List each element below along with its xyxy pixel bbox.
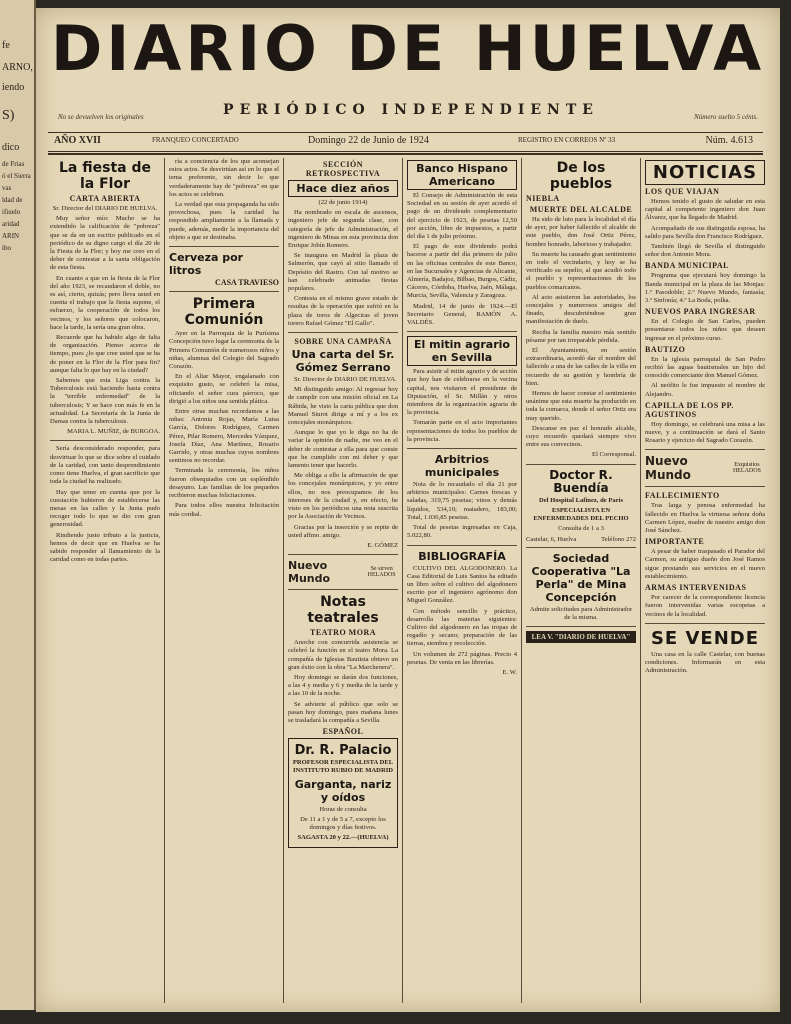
- news-paragraph: También llegó de Sevilla el distinguido señor don Antonio Mora.: [645, 243, 765, 259]
- article-paragraph: Terminada la ceremonia, los niños fueron obsequiados con un espléndido desayuno. Las familias de los pequeños recibieron muchas felicitaciones.: [169, 467, 279, 500]
- separator: [526, 626, 636, 627]
- ad-tagline: Se sirven HELADOS: [367, 566, 396, 579]
- article-signature: MARIA L. MUÑIZ, de BURGOA.: [67, 428, 160, 436]
- ad-text: De 11 a 1 y de 5 a 7, excepto los domingos y días festivos.: [300, 815, 386, 831]
- article-paragraph: ría a conciencia de los que aconsejan estos actos. Se desvirtúan así en lo que el tema preferente, sin decir lo que verdaderamente hay de "pobreza" en que los actos se celebran.: [169, 158, 279, 198]
- column-3: [288, 158, 398, 1008]
- left-page-fragment: ibo: [2, 244, 11, 252]
- article-headline: Notas teatrales: [307, 594, 379, 627]
- article-headline: BIBLIOGRAFÍA: [418, 549, 506, 563]
- article-paragraph: Ayer en la Parroquia de la Purísima Concepción tuvo lugar la ceremonia de la Primera Comunión de numerosos niños y niñas, alumnas del Colegio del Sagrado Corazón.: [169, 330, 279, 371]
- ad-headline: Doctor R. Buendía: [549, 467, 613, 495]
- column-2: [169, 158, 279, 1008]
- ad-contact-row: [526, 536, 636, 543]
- left-page-fragment: vas: [2, 184, 12, 192]
- article-headline: Primera Comunión: [184, 296, 264, 329]
- separator: [288, 589, 398, 590]
- article-paragraph: Se advierte al público que solo se pasan hoy domingo, pues mañana lunes se trasladará la compañía a Sevilla.: [288, 700, 398, 724]
- article-paragraph: Hemos de hacer constar el sentimiento unánime que esta muerte ha producido en toda la comarca, donde el señor Ortiz era muy querido.: [526, 390, 636, 422]
- ad-hours: Consulta de 1 a 3: [558, 525, 604, 533]
- ad-text: Una casa en la calle Castelar, con buenas condiciones. Informarán en esta Administración.: [645, 650, 765, 675]
- article-paragraph: Al acto asistieron las autoridades, los concejales y numerosos amigos del finado, descubriéndose gran manifestación de duelo.: [526, 293, 636, 326]
- ad-specialty: Garganta, nariz y oídos: [294, 777, 392, 804]
- header-rule: [48, 153, 763, 155]
- article-subheadline: TEATRO MORA: [309, 628, 377, 638]
- register-number: REGISTRO EN CORREOS Nº 33: [518, 136, 616, 144]
- article-paragraph: Nota de lo recaudado el día 21 por arbitrios municipales: Carnes frescas y saladas, 319,75 pesetas; vinos y demás líquidos, 534,10; matadero, 183,00; Total, 1.036,85 pesetas.: [407, 481, 517, 521]
- ad-headline: Nuevo Mundo: [645, 454, 691, 483]
- article-paragraph: El Consejo de Administración de esta Sociedad en su sesión de ayer acordó el pago de un dividendo complementario del ejercicio de 1923, de pesetas 12,50 por acción, libre de impuestos, a partir del día 1 de julio próximo.: [407, 192, 517, 241]
- ad-doctor-palacio: [288, 738, 398, 848]
- news-paragraph: Acompañado de sus distinguida esposa, ha salido para Sevilla don Francisco Rodríguez.: [645, 224, 765, 240]
- news-paragraph: Al neófito le fue impuesto el nombre de Alejandro.: [645, 382, 765, 398]
- column-divider: [283, 158, 284, 1003]
- article-paragraph: Mi distinguido amigo: Al regresar hoy de cumplir con una misión oficial en La Rábida, he visto la carta pública que don Manuel Siurot dirige a mí y a los ex concejales monárquicos.: [288, 386, 398, 427]
- article-subheadline: CARTA ABIERTA: [69, 194, 141, 203]
- news-subheadline: FALLECIMIENTO: [645, 491, 720, 501]
- issue-year: AÑO XVII: [54, 135, 101, 146]
- article-paragraph: Sería desconsiderado responder, para desvirtuar lo que se dice sobre el cuidado de la caridad, con tanto desprendimiento como tiene Huelva, el gran sacrificio que toda la ciudad ha realizado.: [50, 445, 160, 486]
- news-paragraph: En el Colegio de San Carlos, pueden presentarse todos los niños que deseen ingresar en el próximo curso.: [645, 318, 765, 342]
- franqueo: FRANQUEO CONCERTADO: [152, 136, 239, 144]
- section-label: SECCIÓN RETROSPECTIVA: [305, 160, 381, 178]
- news-subheadline: BANDA MUNICIPAL: [645, 261, 730, 271]
- article-paragraph: Ha nombrado en escala de ascensos, ingeniero jefe de segunda clase, con categoría de jefe de Administración, el ingeniero de Minas en esta provincia don Enrique Jobín Romero.: [288, 209, 398, 250]
- article-date: (22 de junio 1914): [318, 199, 368, 206]
- section-label: ESPAÑOL: [322, 727, 364, 737]
- news-paragraph: A pesar de haber traspasado el Parador del Carmen, su antiguo dueño don José Ramos sigue prestando sus servicios en el nuevo establecimiento.: [645, 548, 765, 580]
- article-paragraph: En cuanto a que en la fiesta de la Flor del año 1923, se recaudaron el doble, no es así, cierto, quizás; pero lleva usted en cuenta el trabajo que la fiesta supone, el esfuerzo, la cooperación de todos los vecinos, y los señores que colocaron, hace la tarde, la sería una gran obra.: [50, 274, 160, 331]
- separator: [645, 486, 765, 487]
- left-page-fragment: de Frias: [2, 160, 25, 168]
- separator: [288, 332, 398, 333]
- ad-headline: Cerveza por litros: [169, 251, 244, 278]
- news-subheadline: IMPORTANTE: [645, 537, 705, 547]
- article-paragraph: Aunque lo que yo le diga no ha de variar la opinión de nadie, me veo en el deber de contestar a ella para que conste que he cumplido con mi deber y que lamento tener que hacerlo.: [288, 429, 398, 470]
- left-page-fragment: ldad de: [2, 196, 23, 204]
- ad-subline: PROFESOR ESPECIALISTA DEL INSTITUTO RUBIO DE MADRID: [292, 759, 394, 775]
- separator: [645, 449, 765, 450]
- article-paragraph: Se inaugura en Madrid la plaza de Salmerón, que cayó al sitio llamado el Depósito del Rastro. Con tal motivo se han celebrado animadas fiestas populares.: [288, 252, 398, 293]
- news-paragraph: En la iglesia parroquial de San Pedro recibió las aguas bautismales un hijo del conocido comerciante don Manuel Gómez.: [645, 355, 765, 380]
- article-paragraph: Ha sido de luto para la localidad el día de ayer, por haber fallecido el alcalde de este pueblo, don José Ortiz Pérez, hombre honrado, laborioso y trabajador.: [526, 216, 636, 248]
- left-page-fragment: ó el Sierra: [2, 172, 31, 180]
- article-headline: De los pueblos: [549, 160, 613, 192]
- ad-headline: Nuevo Mundo: [288, 559, 331, 586]
- ad-specialty: ESPECIALISTA EN ENFERMEDADES DEL PECHO: [533, 506, 629, 523]
- separator: [169, 291, 279, 292]
- article-headline: La fiesta de la Flor: [59, 160, 151, 192]
- article-paragraph: El pago de este dividendo podrá hacerse a partir del día primero de julio en las oficinas centrales de este Banco, en las Sucursales y Agencias de Alicante, Almería, Badajoz, Bilbao, Burgos, Cádiz, Cáceres, Córdoba, Huelva, Jaén, Málaga, Murcia, Sevilla, Valencia y Zaragoza.: [407, 243, 517, 300]
- article-paragraph: Madrid, 14 de junio de 1924.—El Secretario General, RAMÓN A. VALDÉS.: [407, 302, 517, 327]
- article-headline: Banco Hispano Americano: [407, 160, 517, 190]
- left-page-fragment: ARNO,: [2, 62, 33, 73]
- previous-page-edge: [0, 0, 36, 1010]
- column-6: [645, 158, 765, 1008]
- ad-text: Admite solicitudes para Administrador de la misma.: [529, 605, 633, 621]
- article-paragraph: Anoche con concurrida asistencia se celebró la función en el teatro Mora. La compañía de Iglesias Bautista obtuvo un gran éxito con la obra "La Marchenera".: [288, 639, 398, 671]
- article-greeting: Sr. Director del DIARIO DE HUELVA.: [52, 205, 158, 212]
- article-paragraph: Recuerde que ha habido algo de falta de organización. Pienso acerca de tiempo, pues ¿lo que cree usted que se ha de poner en la Flor de la Flor para fin? aunque falta lo que hay en la ciudad?: [50, 334, 160, 374]
- news-subheadline: CAPILLA DE LOS PP. AGUSTINOS: [645, 400, 734, 419]
- article-paragraph: Contesta en el mismo grave estado de resultas de la operación que sufrió en la plaza de toros de Algeciras el joven torero Rafael Gómez "El Gallo".: [288, 295, 398, 327]
- article-paragraph: Rindiendo justo tributo a la justicia, hemos de decir que en Huelva se ha sabido responder al llamamiento de la caridad como en todas partes.: [50, 531, 160, 564]
- left-page-fragment: aridad: [2, 220, 20, 228]
- ad-business-name: CASA TRAVIESO: [215, 278, 279, 288]
- separator: [169, 246, 279, 247]
- article-paragraph: Sabemos que esta Liga contra la Tuberculosis está haciendo hasta contra la "terrible enfermedad" de la tuberculosis; Y se hace con más fe en la actualidad. La Secretaría de la Junta de Damas contra la tuberculosis.: [50, 377, 160, 426]
- masthead-title: DIARIO DE HUELVA: [50, 12, 766, 85]
- article-paragraph: El Ayuntamiento, en sesión extraordinaria, acordó dar el nombre del fallecido a una de las calles de la villa en recuerdo de su gestión y hombría de bien.: [526, 347, 636, 387]
- column-1: [50, 158, 160, 1008]
- ad-headline: SE VENDE: [650, 627, 760, 649]
- ad-subline: Del Hospital Lafinez, de París: [538, 496, 624, 504]
- column-divider: [640, 158, 641, 1003]
- article-paragraph: Gracias por la inserción y se repite de usted affmo. amigo.: [288, 523, 398, 539]
- ad-headline: Dr. R. Palacio: [294, 743, 392, 759]
- article-paragraph: Total de pesetas ingresadas en Caja, 5.022,80.: [407, 524, 517, 540]
- separator: [526, 547, 636, 548]
- separator: [526, 464, 636, 465]
- ad-doctor-buendia: [526, 469, 636, 543]
- news-subheadline: ARMAS INTERVENIDAS: [645, 583, 747, 593]
- article-paragraph: Con método sencillo y práctico, desarrolla las materias siguientes: Cultivo del algodonero en las tropas de regadío y secano; preparación de las tierras, siembra y recolección.: [407, 607, 517, 648]
- article-signature: El Corresponsal.: [592, 451, 636, 459]
- left-page-fragment: ifiuelo: [2, 208, 21, 216]
- news-subheadline: LOS QUE VIAJAN: [645, 187, 720, 196]
- article-headline: Hace diez años: [288, 180, 398, 197]
- separator: [407, 448, 517, 449]
- left-page-fragment: fe: [2, 40, 10, 51]
- column-divider: [164, 158, 165, 1003]
- ad-tagline: Exquisitos HELADOS: [732, 462, 761, 475]
- article-paragraph: La verdad que esta propaganda ha sido provechosa, pues la caridad ha respondido ampliamente a la llamada y puede, además, medir la importancia del objeto a que se destinaba.: [169, 201, 279, 241]
- article-paragraph: Descanse en paz el honrado alcalde, cuyo recuerdo quedará siempre vivo entre sus convecinos.: [526, 424, 636, 449]
- article-paragraph: CULTIVO DEL ALGODONERO. La Casa Editorial de Luis Santos ha editado un libro sobre el cultivo del algodonero escrito por el ingeniero agrónomo don Miguel González.: [407, 564, 517, 605]
- article-paragraph: Un volumen de 272 páginas. Precio 4 pesetas. De venta en las librerías.: [407, 650, 517, 666]
- ad-hours-label: Horas de consulta: [319, 805, 367, 813]
- issue-number: Núm. 4.613: [705, 135, 753, 146]
- article-paragraph: Entre otras muchas recordamos a las niñas: Antonia Rojas, María Luisa García, Dolores Rodríguez, Carmen Pérez, Pilar Romero, Mercedes Vázquez, Josefa Díaz, Ana Martínez, Rosario Garrido, y otras muchas cuyos nombres sentimos no recordar.: [169, 408, 279, 465]
- article-paragraph: En el Altar Mayor, engalanado con exquisito gusto, se celebró la misa, oficiando el señor cura párroco, que dirigió a los niños una sentida plática.: [169, 373, 279, 405]
- issue-date: Domingo 22 de Junio de 1924: [308, 135, 429, 146]
- news-subheadline: BAUTIZO: [645, 344, 686, 354]
- news-paragraph: Tras larga y penosa enfermedad ha fallecido en Huelva la virtuosa señora doña Carmen López, madre de nuestro amigo don José Sánchez.: [645, 502, 765, 535]
- footer-banner: LEA V. "DIARIO DE HUELVA": [526, 631, 636, 643]
- masthead-note-left: No se devuelven los originales: [58, 113, 144, 121]
- separator: [407, 331, 517, 332]
- article-paragraph: Para todos ellos nuestra felicitación más cordial.: [169, 502, 279, 518]
- article-subheadline: NIEBLA: [526, 194, 560, 203]
- article-headline: Arbitrios municipales: [424, 453, 500, 480]
- ad-nuevo-mundo: [645, 454, 765, 482]
- left-page-fragment: S): [2, 108, 15, 123]
- news-paragraph: Hemos tenido el gusto de saludar en esta capital al competente ingeniero don Juan Álvarez, que ha llegado de Madrid.: [645, 198, 765, 222]
- article-greeting: Sr. Director de DIARIO DE HUELVA.: [294, 376, 397, 384]
- masthead-subtitle: PERIÓDICO INDEPENDIENTE: [223, 102, 599, 118]
- section-label: SOBRE UNA CAMPAÑA: [294, 337, 392, 347]
- date-bar: [48, 132, 763, 152]
- ad-phone: Teléfono 272: [601, 535, 636, 543]
- section-headline: NOTICIAS: [645, 160, 765, 185]
- separator: [50, 440, 160, 441]
- ad-headline: Sociedad Cooperativa "La Perla" de Mina Concepción: [531, 551, 631, 604]
- newspaper-page: [36, 8, 780, 1012]
- column-5: [526, 158, 636, 1008]
- column-4: [407, 158, 517, 1008]
- news-paragraph: Por carecer de la correspondiente licencia fueron intervenidas varias escopetas a vecinos de la localidad.: [645, 594, 765, 618]
- news-subheadline: NUEVOS PARA INGRESAR: [645, 307, 756, 317]
- separator: [645, 623, 765, 624]
- ad-nuevo-mundo: [288, 559, 398, 585]
- ad-address: Castelar, 6, Huelva: [526, 535, 577, 543]
- left-page-fragment: ARIN: [2, 232, 20, 240]
- article-signature: E. W.: [502, 668, 517, 676]
- article-signature: E. GÓMEZ: [367, 541, 398, 549]
- article-paragraph: Para asistir al mitin agrario y de acción que hoy han de celebrarse en la vecina capital, nos visitaron el presidente de Diputación, el Sr. Millán y otros miembros de la organización agraria de la provincia.: [407, 368, 517, 417]
- masthead-note-right: Número suelto 5 cénts.: [694, 113, 758, 121]
- article-headline: Una carta del Sr. Gómez Serrano: [291, 348, 395, 375]
- news-paragraph: Hoy domingo, se celebrará una misa a las nueve, y a continuación se dará el Santo Rosario y ejercicio del Sagrado Corazón.: [645, 420, 765, 445]
- article-subheadline: MUERTE DEL ALCALDE: [529, 205, 633, 214]
- column-divider: [521, 158, 522, 1003]
- news-paragraph: Programa que ejecutará hoy domingo la Banda municipal en la plaza de las Monjas: 1.º Pasodoble; 2.º Nuevo Mundo, fantasía; 3.º Sinfonía; 4.º La Boda, polka.: [645, 272, 765, 305]
- article-paragraph: Su muerte ha causado gran sentimiento en todo el vecindario, y hoy se ha verificado su sepelio, al que acudió todo el pueblo y representaciones de los pueblos comarcanos.: [526, 250, 636, 291]
- article-paragraph: Tomarán parte en el acto importantes representaciones de todos los pueblos de la provincia.: [407, 419, 517, 443]
- article-paragraph: Reciba la familia nuestro más sentido pésame por tan irreparable pérdida.: [526, 328, 636, 344]
- column-divider: [402, 158, 403, 1003]
- article-headline: El mitin agrario en Sevilla: [407, 336, 517, 366]
- article-paragraph: Hoy domingo se darán dos funciones, a las 4 y media y 6 y media de la tarde y a las 10 de la noche.: [288, 673, 398, 698]
- article-paragraph: Muy señor mío: Mucho se ha extendido la calificación de "pobreza" que se da en un escrito publicado en el periódico de su digno cargo el día 20 de la Fiesta de la Flor; y hoy me creo en el deber de contestar a la santa obligación de esta fiesta.: [50, 215, 160, 272]
- left-page-fragment: iendo: [2, 82, 25, 93]
- separator: [407, 545, 517, 546]
- ad-address: SAGASTA 20 y 22.—(HUELVA): [297, 834, 389, 842]
- left-page-fragment: dico: [2, 142, 20, 153]
- article-paragraph: Me obliga a ello la afirmación de que los concejales monárquicos, y yo entre ellos, no nos preocupamos de los intereses de la ciudad y, en efecto, he visto en los periódicos una nota suscrita por la Asociación de Vecinos.: [288, 472, 398, 521]
- article-paragraph: Hay que tener en cuenta que por la cuestación hubieron de establecerse las mesas en las calles y la Junta pudo recoger todo lo que se dio con gran generosidad.: [50, 488, 160, 529]
- separator: [288, 554, 398, 555]
